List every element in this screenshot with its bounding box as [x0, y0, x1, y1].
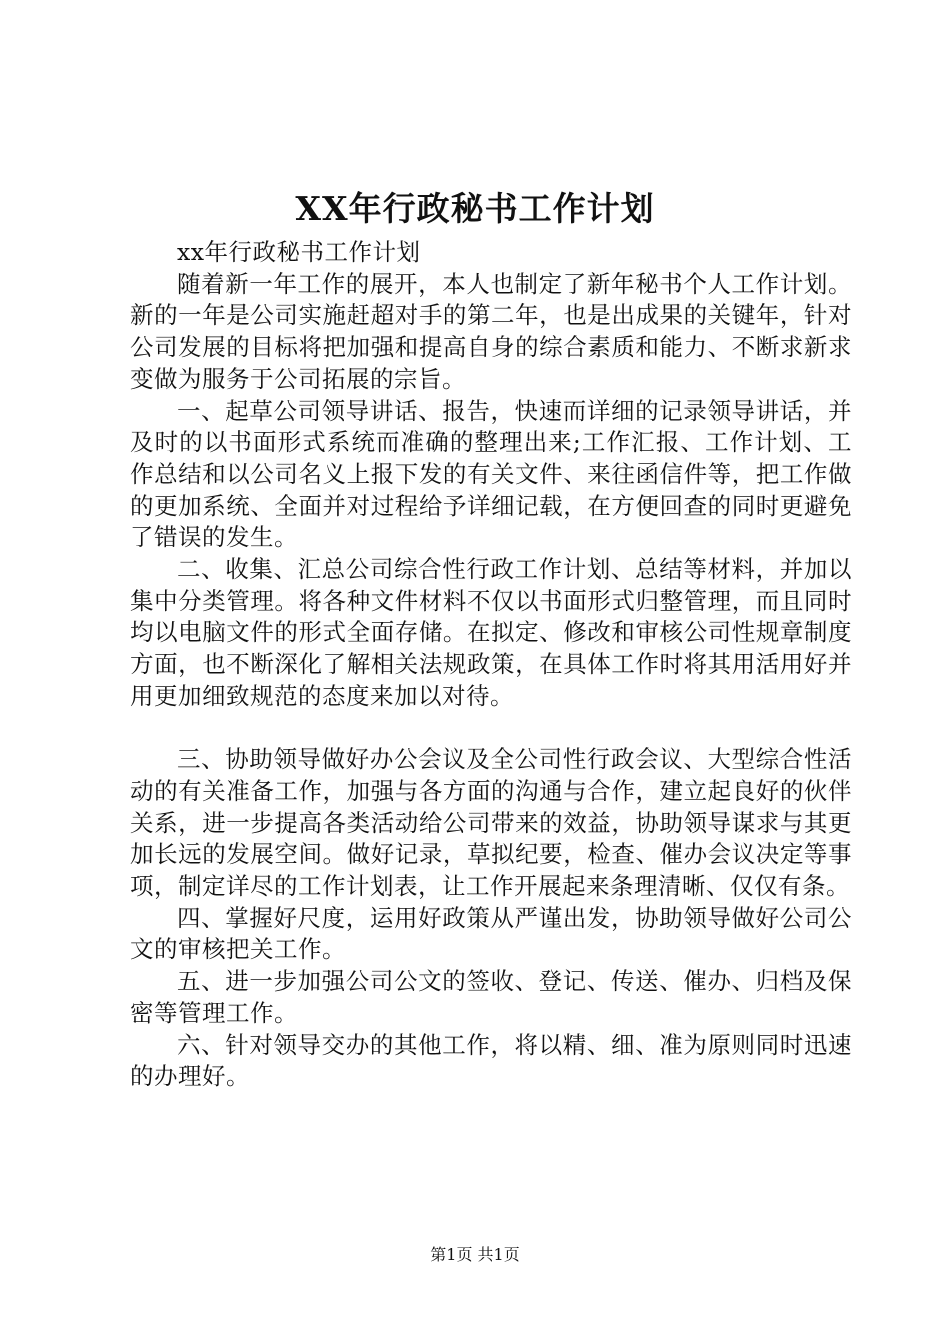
paragraph-item-3: 三、协助领导做好办公会议及全公司性行政会议、大型综合性活动的有关准备工作，加强与各方面的沟通与合作，建立起良好的伙伴关系，进一步提高各类活动给公司带来的效益，协助领导谋求与其更加长远的发展空间。做好记录，草拟纪要，检查、催办会议决定等事项，制定详尽的工作计划表，让工作开展起来条理清晰、仅仅有条。	[130, 745, 852, 901]
paragraph-item-2: 二、收集、汇总公司综合性行政工作计划、总结等材料，并加以集中分类管理。将各种文件材料不仅以书面形式归整管理，而且同时均以电脑文件的形式全面存储。在拟定、修改和审核公司性规章制度方面，也不断深化了解相关法规政策，在具体工作时将其用活用好并用更加细致规范的态度来加以对待。	[130, 555, 852, 710]
page-footer: 第1页 共1页	[430, 1245, 520, 1264]
paragraph-item-6: 六、针对领导交办的其他工作，将以精、细、准为原则同时迅速的办理好。	[130, 1030, 852, 1091]
paragraph-intro: 随着新一年工作的展开，本人也制定了新年秘书个人工作计划。新的一年是公司实施赶超对手的第二年，也是出成果的关键年，针对公司发展的目标将把加强和提高自身的综合素质和能力、不断求新求变做为服务于公司拓展的宗旨。	[130, 269, 852, 393]
document-body	[130, 237, 852, 1093]
document-title: XX年行政秘书工作计划	[295, 189, 655, 228]
paragraph-item-1: 一、起草公司领导讲话、报告，快速而详细的记录领导讲话，并及时的以书面形式系统而准确的整理出来;工作汇报、工作计划、工作总结和以公司名义上报下发的有关文件、来往函信件等，把工作做的更加系统、全面并对过程给予详细记载，在方便回查的同时更避免了错误的发生。	[130, 396, 852, 552]
paragraph-item-5: 五、进一步加强公司公文的签收、登记、传送、催办、归档及保密等管理工作。	[130, 967, 852, 1027]
paragraph-item-4: 四、掌握好尺度，运用好政策从严谨出发，协助领导做好公司公文的审核把关工作。	[130, 903, 852, 964]
document-subtitle: xx年行政秘书工作计划	[177, 238, 421, 266]
